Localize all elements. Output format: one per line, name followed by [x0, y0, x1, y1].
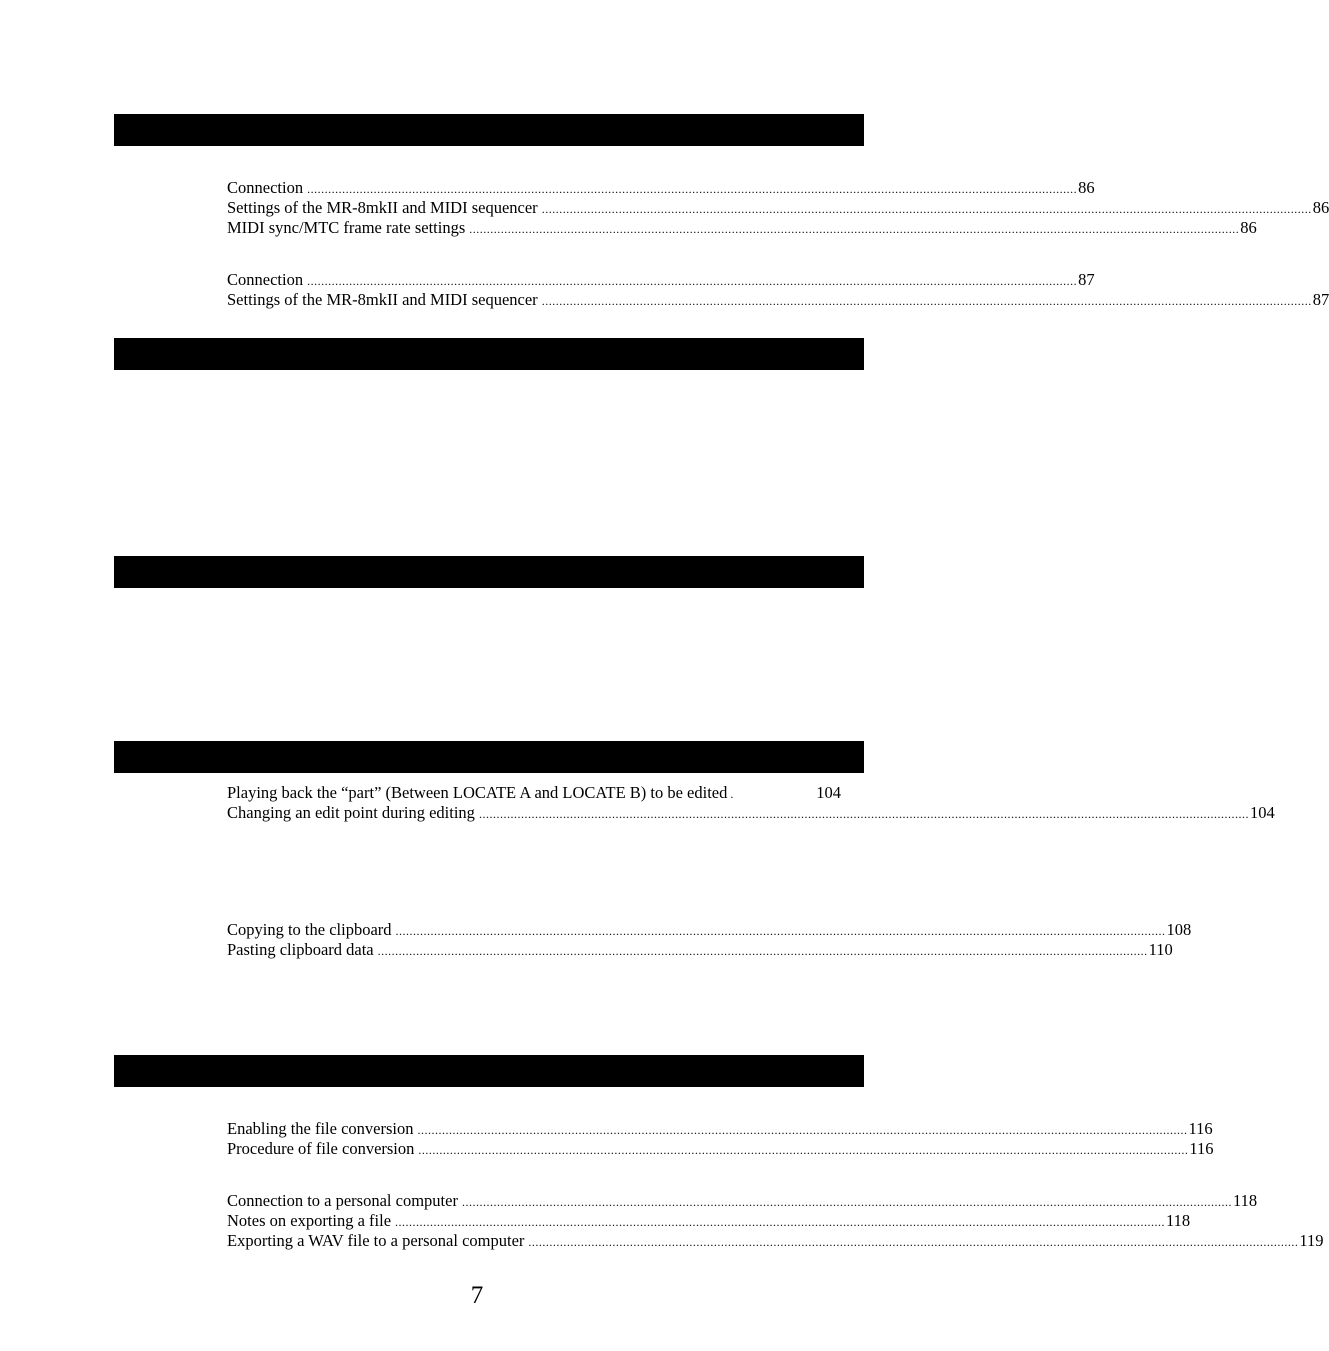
- toc-entry-title: Changing an edit point during editing: [227, 803, 475, 822]
- toc-group-4: [227, 920, 1192, 960]
- toc-leader-dots: ............................................................................................................................................................................................................................: [395, 924, 1166, 938]
- toc-entry-page: 86: [1078, 178, 1095, 197]
- toc-entry: [227, 783, 841, 803]
- toc-entry-page: 104: [1249, 803, 1275, 822]
- toc-entry: [227, 1191, 1258, 1211]
- toc-entry: [227, 920, 1192, 940]
- toc-entry-page: 118: [1232, 1191, 1258, 1210]
- toc-group-6: [227, 1191, 1324, 1251]
- toc-entry-title: Notes on exporting a file: [227, 1211, 392, 1230]
- toc-entry: [227, 178, 1095, 198]
- toc-entry-title: Exporting a WAV file to a personal computer: [227, 1231, 525, 1250]
- toc-group-2: [227, 270, 1329, 310]
- toc-entry-page: 108: [1166, 920, 1192, 939]
- toc-entry-page: 116: [1188, 1119, 1213, 1138]
- toc-leader-dots: ............................................................................................................................................................................................................................: [377, 944, 1148, 958]
- toc-entry-title: Copying to the clipboard: [227, 920, 392, 939]
- toc-entry: [227, 803, 1275, 823]
- toc-entry: [227, 198, 1329, 218]
- toc-entry-title: Connection: [227, 178, 304, 197]
- toc-group-1: [227, 178, 1329, 238]
- toc-leader-dots: ............................................................................................................................................................................................................................: [478, 807, 1249, 821]
- toc-entry-title: Connection: [227, 270, 304, 289]
- toc-entry-page: 87: [1312, 290, 1329, 309]
- toc-entry-title: Enabling the file conversion: [227, 1119, 414, 1138]
- toc-leader-dots: ............................................................................................................................................................................................................................: [541, 294, 1312, 308]
- page-number: 7: [470, 1282, 484, 1309]
- toc-leader-dots: ............................................................................................................................................................................................................................: [418, 1143, 1189, 1157]
- toc-entry-page: 86: [1240, 218, 1257, 237]
- toc-entry-title: Procedure of file conversion: [227, 1139, 415, 1158]
- toc-entry-page: 86: [1312, 198, 1329, 217]
- toc-leader-dots: ............................................................................................................................................................................................................................: [307, 274, 1078, 288]
- section-header-bar-1: [114, 114, 864, 146]
- toc-entry-title: Settings of the MR-8mkII and MIDI sequencer: [227, 198, 538, 217]
- toc-entry-title: Pasting clipboard data: [227, 940, 374, 959]
- toc-entry: [227, 290, 1329, 310]
- section-header-bar-5: [114, 1055, 864, 1087]
- toc-entry: [227, 270, 1095, 290]
- toc-entry: [227, 1119, 1213, 1139]
- toc-leader-dots: ............................................................................................................................................................................................................................: [528, 1235, 1299, 1249]
- toc-entry: [227, 1211, 1191, 1231]
- section-header-bar-3: [114, 556, 864, 588]
- toc-leader-dots: ............................................................................................................................................................................................................................: [461, 1195, 1232, 1209]
- toc-entry: [227, 1231, 1324, 1251]
- toc-entry-title: Settings of the MR-8mkII and MIDI sequencer: [227, 290, 538, 309]
- toc-leader-dots: ............................................................................................................................................................................................................................: [307, 182, 1078, 196]
- toc-group-3: [227, 783, 1275, 823]
- section-header-bar-4: [114, 741, 864, 773]
- toc-leader-dots: ............................................................................................................................................................................................................................: [417, 1123, 1188, 1137]
- toc-entry: [227, 940, 1173, 960]
- toc-leader-dots: ............................................................................................................................................................................................................................: [541, 202, 1312, 216]
- toc-group-5: [227, 1119, 1214, 1159]
- toc-entry-page: 116: [1189, 1139, 1214, 1158]
- section-header-bar-2: [114, 338, 864, 370]
- toc-entry-page: 118: [1166, 1211, 1191, 1230]
- toc-leader-dots: ............................................................................................................................................................................................................................: [469, 222, 1240, 236]
- toc-entry-page: 119: [1299, 1231, 1324, 1250]
- toc-entry-page: 110: [1148, 940, 1173, 959]
- toc-leader-dots: ............................................................................................................................................................................................................................: [395, 1215, 1166, 1229]
- toc-leader-dots: .: [730, 787, 734, 801]
- toc-entry-page: 87: [1078, 270, 1095, 289]
- toc-entry: [227, 1139, 1214, 1159]
- toc-entry: [227, 218, 1257, 238]
- toc-entry-title: Connection to a personal computer: [227, 1191, 458, 1210]
- toc-entry-title: MIDI sync/MTC frame rate settings: [227, 218, 466, 237]
- toc-entry-title: Playing back the “part” (Between LOCATE A and LOCATE B) to be edited: [227, 783, 728, 802]
- toc-entry-page: 104: [816, 783, 841, 802]
